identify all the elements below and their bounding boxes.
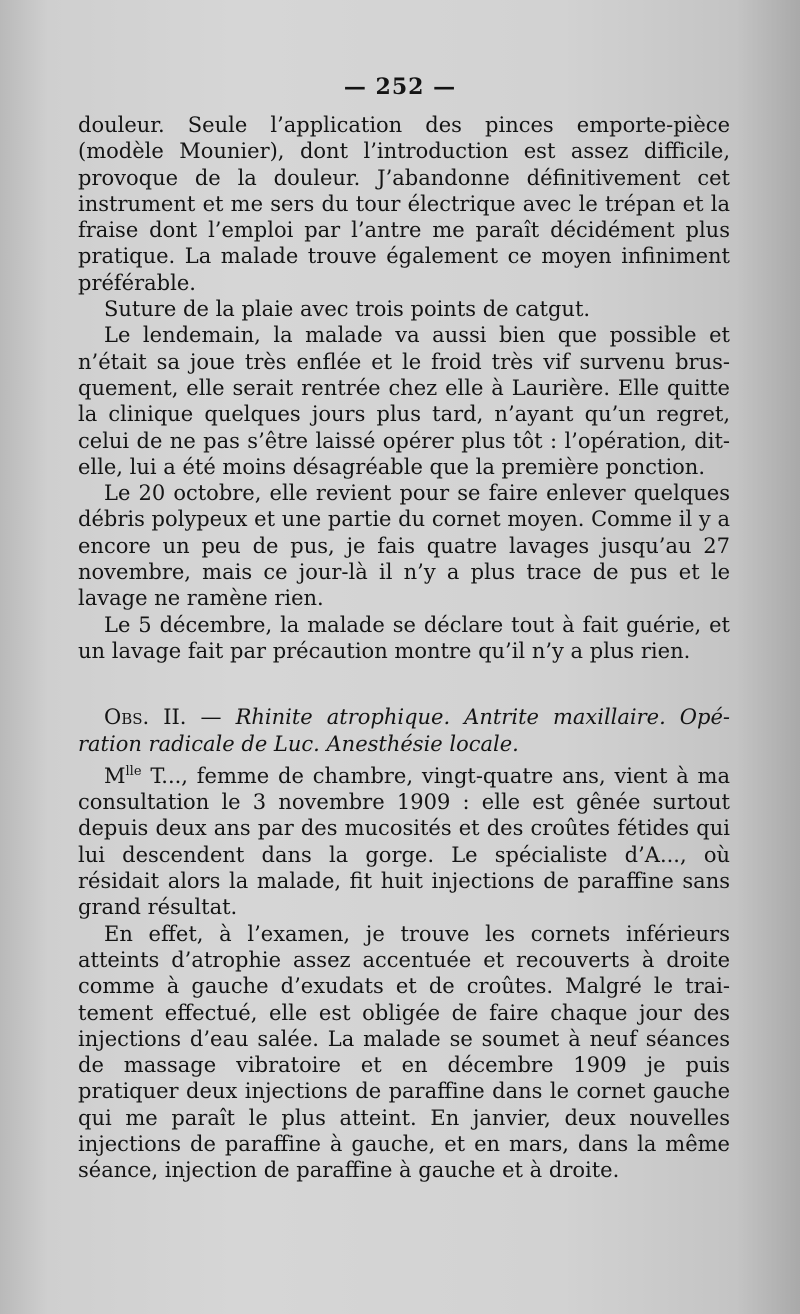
paragraph-lendemain: Le lendemain, la malade va aussi bien que possible et n’était sa joue très enflée et le froid très vif survenu brusquement, elle serait rentrée chez elle à Laurière. Elle quitte la clinique quelques jours plus tard, n’ayant qu’un regret, celui de ne pas s’être laissé opérer plus tôt : l’opération, dit-elle, lui a été moins désagréable que la première ponction. <box>78 323 730 479</box>
paragraph-examen: En effet, à l’examen, je trouve les cornets inférieurs atteints d’atrophie assez accentuée et recouverts à droite comme à gauche d’exudats et de croûtes. Malgré le traitement effectué, elle est obligée de faire chaque jour des injections d’eau salée. La malade se soumet à neuf séances de massage vibratoire et en décembre 1909 je puis pratiquer deux injections de paraffine dans le cornet gauche qui me paraît le plus atteint. En janvier, deux nouvelles injections de paraffine à gauche, et en mars, dans la même séance, injection de paraffine à gauche et à droite. <box>78 921 730 1183</box>
observation-title: Rhinite atrophique. Antrite maxillaire. Opération radicale de Luc. Anesthésie locale. <box>78 705 730 756</box>
paragraph-5-decembre: Le 5 décembre, la malade se déclare tout à fait guérie, et un lavage fait par précaution montre qu’il n’y a plus rien. <box>78 612 730 663</box>
observation-dash: — <box>186 705 236 730</box>
paragraph-suture: Suture de la plaie avec trois points de catgut. <box>104 297 591 322</box>
paragraph-mlle <box>78 763 730 921</box>
paragraph-mlle-text: T..., femme de chambre, vingt-quatre ans, vient à ma consultation le 3 novembre 1909 : elle est gênée surtout depuis deux ans par des mucosités et des croûtes fétides qui lui descendent dans la gorge. Le spécialiste d’A..., où résidait alors la malade, fit huit injections de paraffine sans grand résultat. <box>78 763 730 920</box>
paragraph-20-octobre: Le 20 octobre, elle revient pour se faire enlever quelques débris polypeux et une partie du cornet moyen. Comme il y a encore un peu de pus, je fais quatre lavages jusqu’au 27 novembre, mais ce jour-là il n’y a plus trace de pus et le lavage ne ramène rien. <box>78 481 730 611</box>
body-text <box>78 112 730 1184</box>
honorific-prefix: M <box>104 763 126 788</box>
page-number: — 252 — <box>343 74 457 100</box>
paragraph-continued: douleur. Seule l’application des pinces emporte-pièce (modèle Mounier), dont l’introduction est assez difficile, provoque de la douleur. J’abandonne définitivement cet instrument et me sers du tour électrique avec le trépan et la fraise dont l’emploi par l’antre me paraît décidément plus pratique. La malade trouve également ce moyen infiniment préférable. <box>78 113 730 295</box>
observation-label: Obs. II. <box>104 705 187 730</box>
observation-heading <box>78 704 730 757</box>
honorific-superscript: lle <box>125 763 142 779</box>
